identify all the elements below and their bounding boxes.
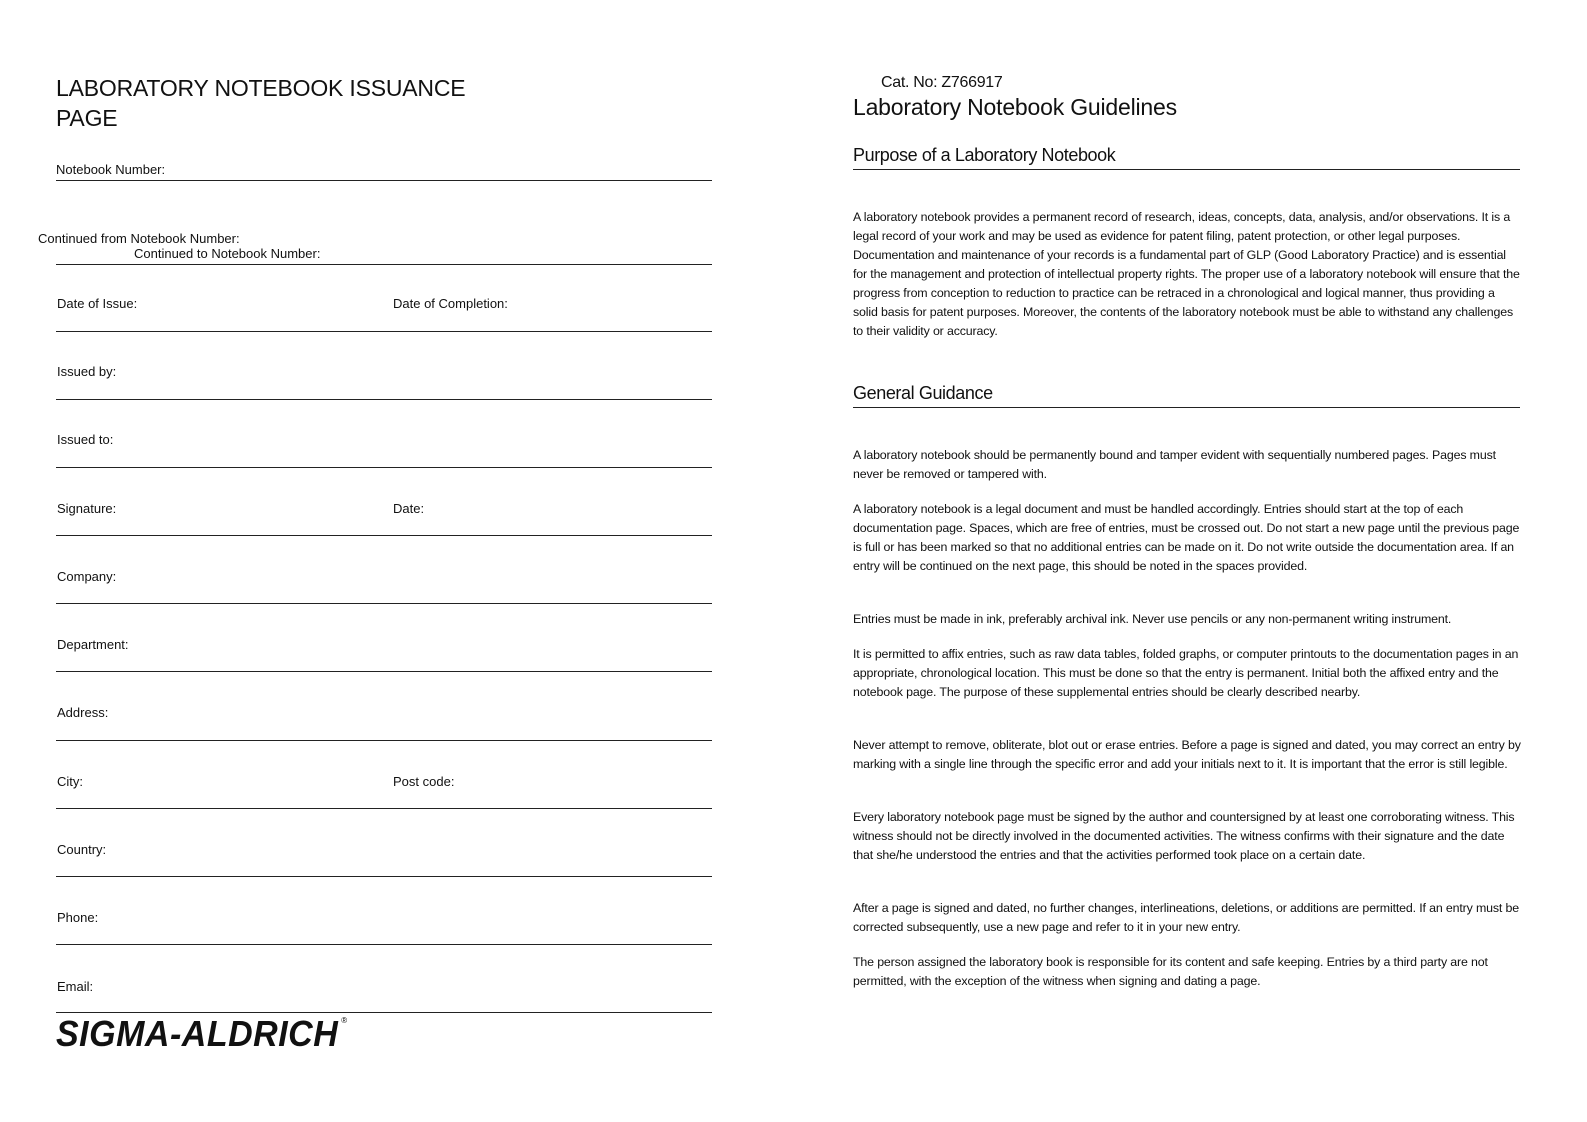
department-label: Department:: [57, 637, 129, 652]
sigma-aldrich-logo: [56, 1000, 348, 1056]
guidance-paragraph: The person assigned the laboratory book is responsible for its content and safe keeping. Entries by a third party are not permitted, with the exception of the witness when signing and dating a page.: [853, 955, 1488, 988]
guidance-paragraph: After a page is signed and dated, no further changes, interlineations, deletions, or additions are permitted. If an entry must be corrected subsequently, use a new page and refer to it in your new entry.: [853, 901, 1519, 934]
continued-to-label: Continued to Notebook Number:: [134, 246, 321, 261]
purpose-heading: Purpose of a Laboratory Notebook: [853, 145, 1116, 165]
signature-label: Signature:: [57, 501, 117, 516]
city-line[interactable]: [56, 808, 712, 809]
post-code-label: Post code:: [393, 774, 455, 789]
continued-line[interactable]: [56, 264, 712, 265]
issued-to-line[interactable]: [56, 467, 712, 468]
continued-from-label: Continued from Notebook Number:: [38, 231, 240, 246]
phone-label: Phone:: [57, 910, 99, 925]
company-line[interactable]: [56, 603, 712, 604]
date-label: Date:: [393, 501, 425, 516]
purpose-heading-rule: [853, 169, 1520, 170]
date-of-issue-label: Date of Issue:: [57, 296, 138, 311]
department-line[interactable]: [56, 671, 712, 672]
guidance-paragraph: Entries must be made in ink, preferably archival ink. Never use pencils or any non-permanent writing instrument.: [853, 612, 1452, 626]
notebook-number-label: Notebook Number:: [56, 162, 166, 177]
issued-by-label: Issued by:: [57, 364, 117, 379]
issued-to-label: Issued to:: [57, 432, 114, 447]
issued-by-line[interactable]: [56, 399, 712, 400]
signature-line[interactable]: [56, 535, 712, 536]
registered-mark: ®: [341, 1015, 348, 1025]
company-label: Company:: [57, 569, 117, 584]
guidance-paragraph: Every laboratory notebook page must be signed by the author and countersigned by at least one corroborating witness. This witness should not be directly involved in the documented activities. The witness confirms with their signature and the date that she/he understood the entries and that the activities performed took place on a certain date.: [853, 810, 1515, 862]
logo-text: SIGMA-ALDRICH: [56, 1014, 339, 1055]
guidelines-title: Laboratory Notebook Guidelines: [853, 94, 1177, 120]
guidance-paragraph: A laboratory notebook is a legal document and must be handled accordingly. Entries should start at the top of each documentation page. Spaces, which are free of entries, must be crossed out. Do not start a new page until the previous page is full or has been marked so that no additional entries can be made on it. Do not write outside the documentation area. If an entry will be continued on the next page, this should be noted in the spaces provided.: [853, 502, 1520, 573]
guidance-paragraph: A laboratory notebook should be permanently bound and tamper evident with sequentially numbered pages. Pages must never be removed or tampered with.: [853, 448, 1496, 481]
date-of-issue-line[interactable]: [56, 331, 712, 332]
date-of-completion-label: Date of Completion:: [393, 296, 508, 311]
address-line[interactable]: [56, 740, 712, 741]
city-label: City:: [57, 774, 83, 789]
country-label: Country:: [57, 842, 107, 857]
guidance-paragraph: Never attempt to remove, obliterate, blot out or erase entries. Before a page is signed and dated, you may correct an entry by marking with a single line through the specific error and add your initials next to it. It is important that the error is still legible.: [853, 738, 1521, 771]
purpose-paragraph: A laboratory notebook provides a permanent record of research, ideas, concepts, data, analysis, and/or observations. It is a legal record of your work and may be used as evidence for patent filing, patent protection, or other legal purposes. Documentation and maintenance of your records is a fundamental part of GLP (Good Laboratory Practice) and is essential for the management and protection of intellectual property rights. The proper use of a laboratory notebook will ensure that the progress from conception to reduction to practice can be retraced in a chronological and logical manner, thus providing a solid basis for patent purposes. Moreover, the contents of the laboratory notebook must be able to withstand any challenges to their validity or accuracy.: [853, 210, 1520, 338]
notebook-number-line[interactable]: [56, 180, 712, 181]
address-label: Address:: [57, 705, 109, 720]
phone-line[interactable]: [56, 944, 712, 945]
guidance-paragraph: It is permitted to affix entries, such as raw data tables, folded graphs, or computer printouts to the documentation pages in an appropriate, chronological location. This must be done so that the entry is permanent. Initial both the affixed entry and the notebook page. The purpose of these supplemental entries should be clearly described nearby.: [853, 647, 1519, 699]
general-guidance-heading: General Guidance: [853, 383, 993, 403]
general-guidance-rule: [853, 407, 1520, 408]
email-label: Email:: [57, 979, 94, 994]
issuance-page-title: LABORATORY NOTEBOOK ISSUANCE PAGE: [56, 75, 466, 131]
country-line[interactable]: [56, 876, 712, 877]
catalog-number: Cat. No: Z766917: [881, 74, 1003, 91]
